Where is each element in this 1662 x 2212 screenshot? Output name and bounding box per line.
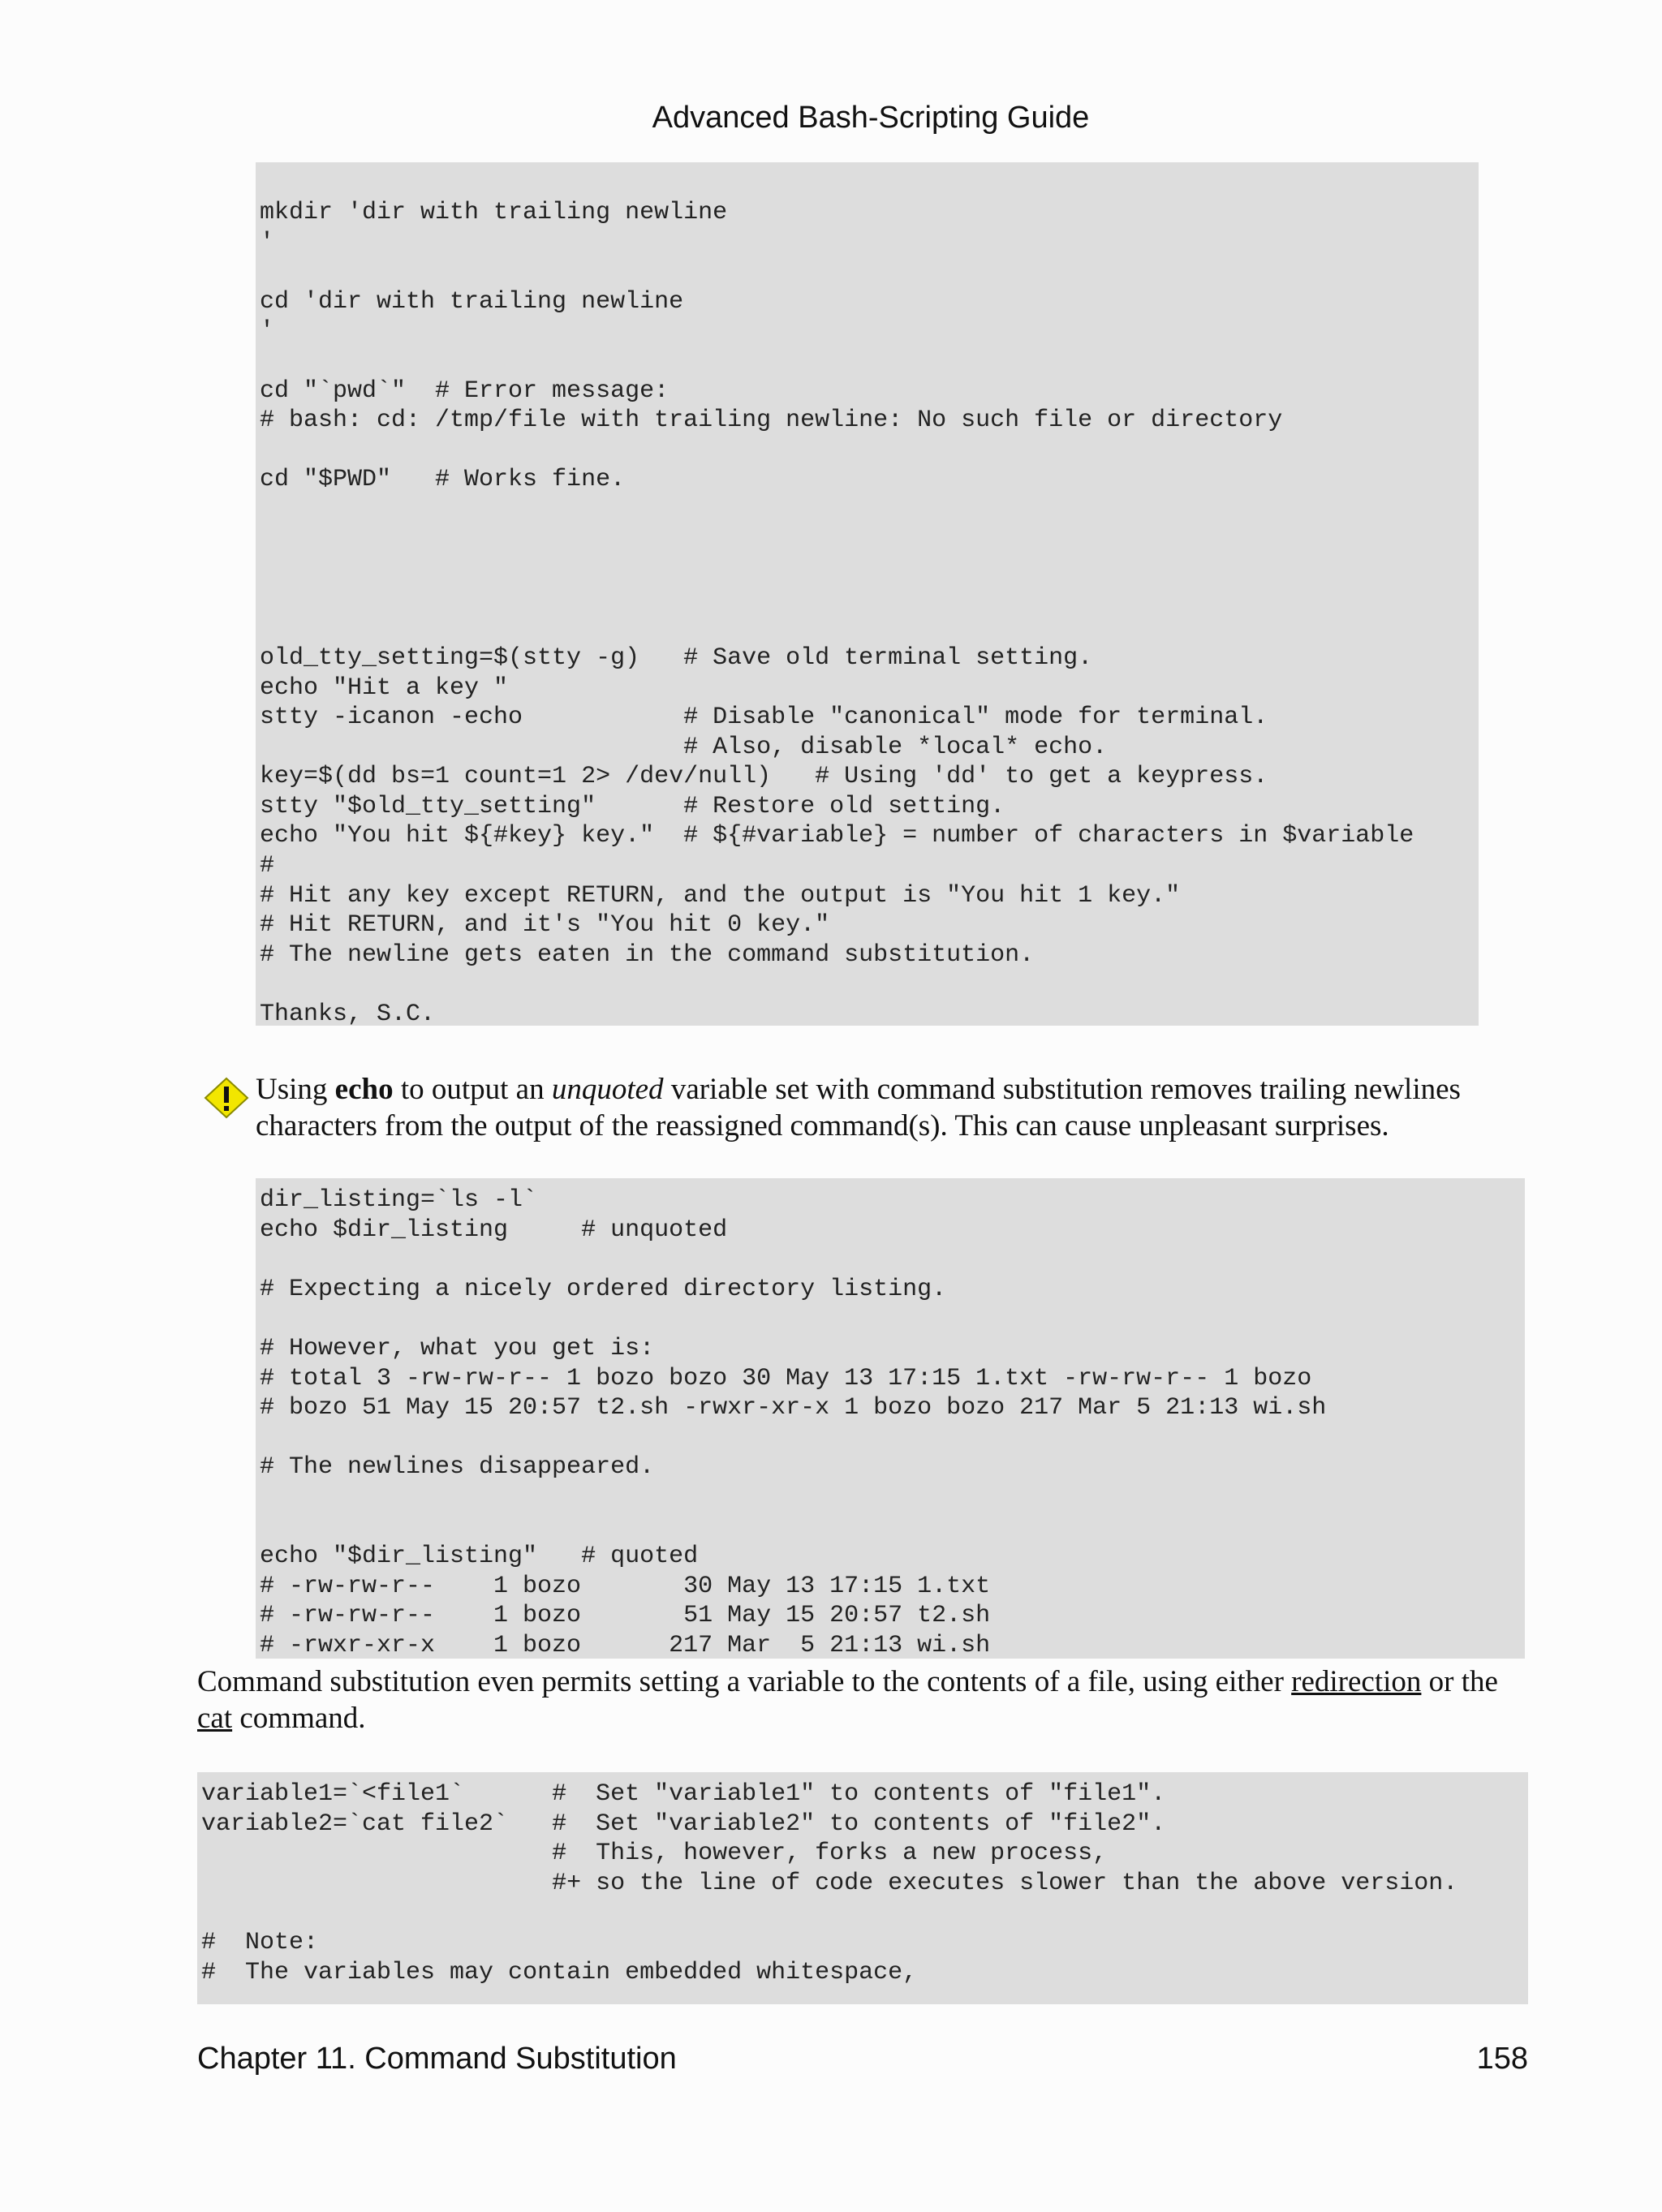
code-line: echo "You hit ${#key} key." # ${#variable} = number of characters in $variable — [260, 822, 1414, 850]
code-line: key=$(dd bs=1 count=1 2> /dev/null) # Using 'dd' to get a keypress. — [260, 763, 1268, 791]
code-line: # The variables may contain embedded whitespace, — [201, 1958, 918, 1986]
code-line — [260, 613, 1479, 643]
paragraph-text-part2: or the — [1421, 1665, 1498, 1698]
code-line — [260, 970, 1479, 1000]
code-line: # -rw-rw-r-- 1 bozo 30 May 13 17:15 1.txt — [260, 1572, 991, 1600]
code-line: # Expecting a nicely ordered directory listing. — [260, 1275, 947, 1303]
code-line: # Also, disable *local* echo. — [260, 733, 1108, 761]
warning-icon — [203, 1076, 250, 1120]
code-line — [260, 1304, 1525, 1334]
code-line — [260, 554, 1479, 584]
code-block-tty-example — [256, 162, 1479, 1026]
caution-echo-command: echo — [334, 1073, 394, 1106]
redirection-link[interactable]: redirection — [1291, 1665, 1422, 1698]
code-line: cd 'dir with trailing newline — [260, 287, 684, 316]
code-line: dir_listing=`ls -l` — [260, 1186, 538, 1214]
code-line: echo "Hit a key " — [260, 673, 509, 702]
code-line — [260, 525, 1479, 555]
caution-text — [256, 1071, 1505, 1144]
code-line: cd "`pwd`" # Error message: — [260, 377, 670, 405]
code-line: # Hit any key except RETURN, and the output is "You hit 1 key." — [260, 881, 1181, 910]
code-block-file-variables — [197, 1772, 1528, 2004]
paragraph-text-part3: command. — [232, 1702, 366, 1735]
caution-text-part2: to output an — [393, 1073, 552, 1106]
code-line: stty "$old_tty_setting" # Restore old setting. — [260, 792, 1005, 820]
code-line — [260, 346, 1479, 377]
code-line: # This, however, forks a new process, — [201, 1840, 1108, 1868]
code-line: # -rwxr-xr-x 1 bozo 217 Mar 5 21:13 wi.sh — [260, 1631, 991, 1659]
code-block-dir-listing — [256, 1178, 1525, 1659]
code-line — [260, 495, 1479, 525]
code-line — [260, 1423, 1525, 1453]
code-line: # total 3 -rw-rw-r-- 1 bozo bozo 30 May 13 17:15 1.txt -rw-rw-r-- 1 bozo — [260, 1364, 1312, 1392]
cat-link[interactable]: cat — [197, 1702, 233, 1735]
code-line: # Note: — [201, 1928, 319, 1956]
code-line: ' — [260, 228, 275, 256]
code-line: echo "$dir_listing" # quoted — [260, 1543, 699, 1571]
code-line — [260, 1513, 1525, 1543]
footer-chapter-title: Chapter 11. Command Substitution — [197, 2042, 677, 2076]
code-line: # — [260, 852, 275, 880]
code-line: stty -icanon -echo # Disable "canonical" mode for terminal. — [260, 704, 1268, 732]
code-line: # The newline gets eaten in the command substitution. — [260, 940, 1035, 969]
code-line — [260, 257, 1479, 287]
body-paragraph — [197, 1663, 1512, 1736]
code-line — [260, 1245, 1525, 1275]
code-line: # The newlines disappeared. — [260, 1453, 655, 1482]
code-line: old_tty_setting=$(stty -g) # Save old terminal setting. — [260, 643, 1093, 672]
footer-page-number: 158 — [1476, 2042, 1528, 2076]
code-line: variable1=`<file1` # Set "variable1" to contents of "file1". — [201, 1780, 1166, 1808]
code-line: # -rw-rw-r-- 1 bozo 51 May 15 20:57 t2.sh — [260, 1602, 991, 1630]
paragraph-text-part1: Command substitution even permits setting a variable to the contents of a file, using either — [197, 1665, 1292, 1698]
code-line — [260, 584, 1479, 614]
page-header-title: Advanced Bash-Scripting Guide — [652, 101, 1090, 135]
code-line: mkdir 'dir with trailing newline — [260, 199, 728, 226]
code-line — [201, 1898, 1528, 1928]
code-line: echo $dir_listing # unquoted — [260, 1216, 728, 1244]
code-line: # Hit RETURN, and it's "You hit 0 key." — [260, 911, 830, 940]
caution-text-part3: variable set with command substitution removes trailing newlines characters from the output of the reassigned command(s). This can cause unpleasant surprises. — [256, 1073, 1461, 1143]
code-line — [260, 1483, 1525, 1513]
code-line: # However, what you get is: — [260, 1334, 655, 1362]
code-line — [260, 436, 1479, 466]
code-line: variable2=`cat file2` # Set "variable2" to contents of "file2". — [201, 1810, 1166, 1838]
code-line: Thanks, S.C. — [260, 1001, 436, 1026]
caution-text-part1: Using — [256, 1073, 335, 1106]
caution-unquoted-emphasis: unquoted — [551, 1073, 664, 1106]
code-line: # bash: cd: /tmp/file with trailing newline: No such file or directory — [260, 407, 1283, 435]
code-line: # bozo 51 May 15 20:57 t2.sh -rwxr-xr-x 1 bozo bozo 217 Mar 5 21:13 wi.sh — [260, 1394, 1327, 1422]
code-line: cd "$PWD" # Works fine. — [260, 466, 626, 494]
code-line: #+ so the line of code executes slower than the above version. — [201, 1869, 1458, 1897]
code-line: ' — [260, 317, 275, 346]
